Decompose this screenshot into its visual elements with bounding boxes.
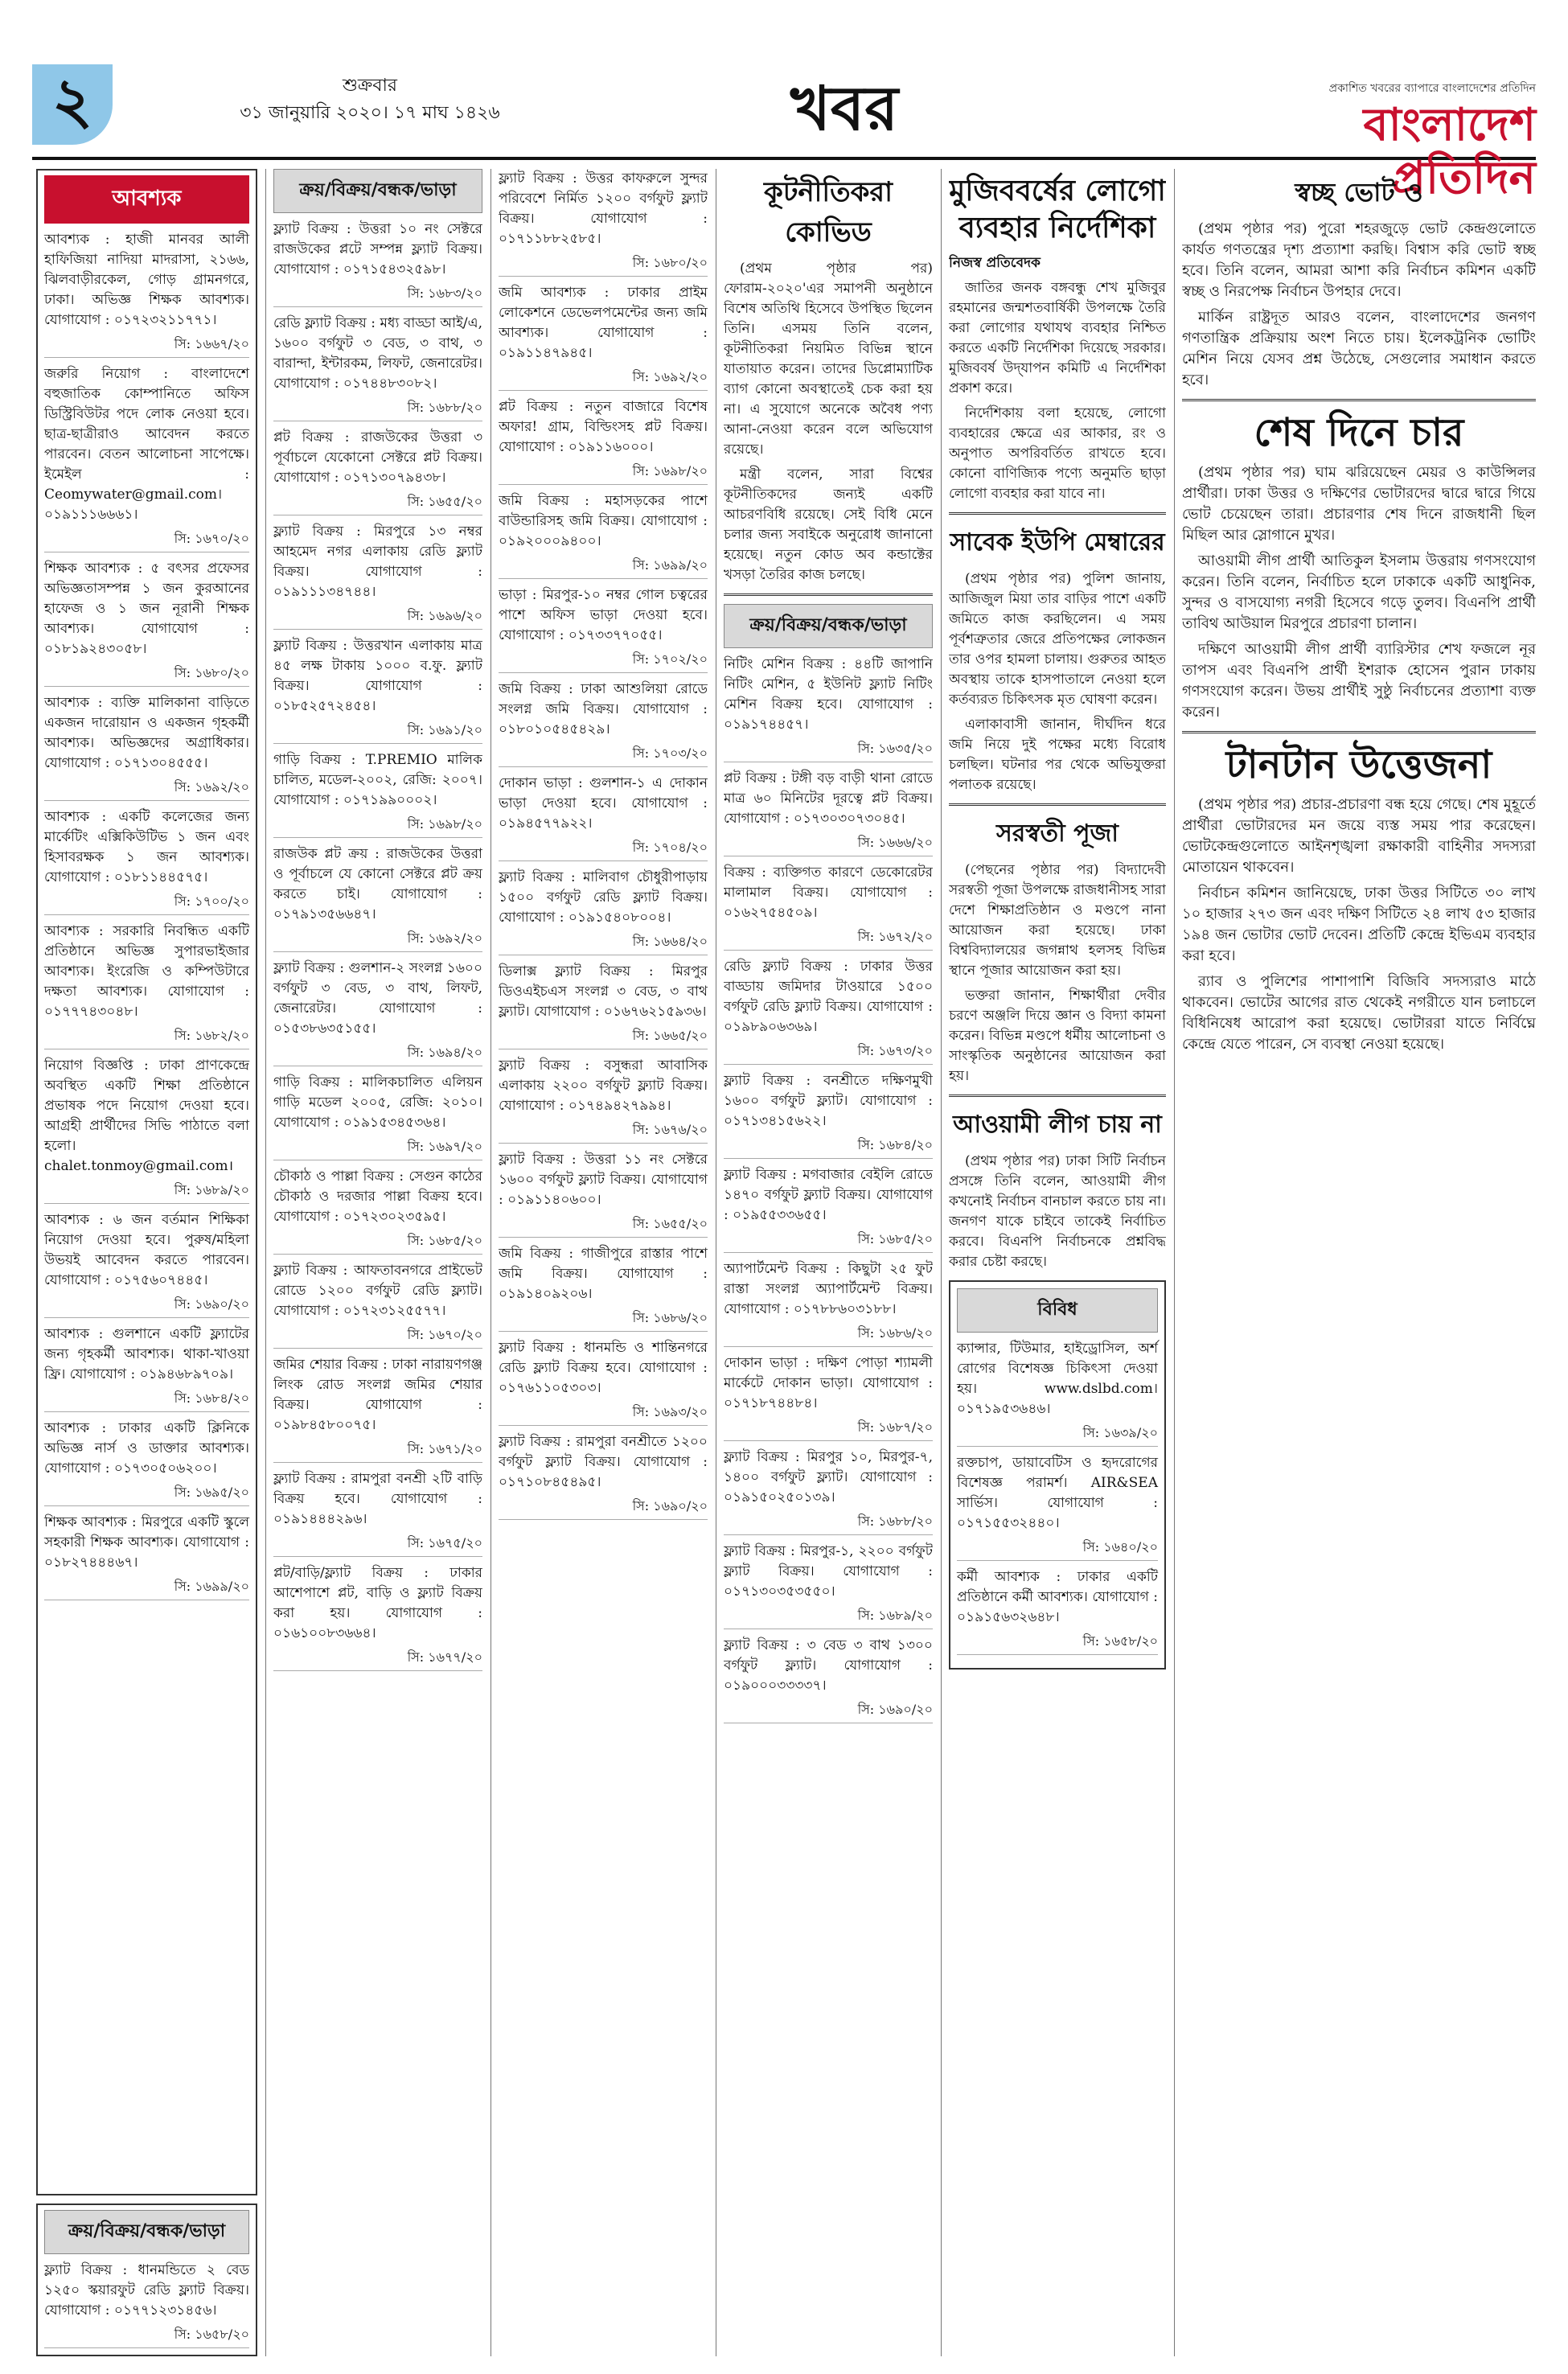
paragraph: র‍্যাব ও পুলিশের পাশাপাশি বিজিবি সদস্যরাও মাঠে থাকবেন। ভোটের আগের রাত থেকেই নগরীতে যান চলাচলে বিধিনিষেধ আরোপ করা হয়েছে। ভোটাররা যাতে নির্বিঘ্নে কেন্দ্রে যেতে পারেন, সে ব্যবস্থা নেওয়া হয়েছে। (1182, 973, 1536, 1053)
list-item: প্লট/বাড়ি/ফ্ল্যাট বিক্রয় : ঢাকার আশেপাশে প্লট, বাড়ি ও ফ্ল্যাট বিক্রয় করা হয়। যোগাযোগ : ০১৬১০০৮৩৬৬৪। (273, 1565, 482, 1641)
ad-code: সি: ১৬৫৮/২০ (44, 2324, 249, 2348)
ad-code: সি: ১৬৮৫/২০ (724, 1229, 933, 1253)
ad-code: সি: ১৬৮৮/২০ (273, 397, 482, 421)
brand-name: বাংলাদেশ প্রতিদিন (1363, 98, 1536, 204)
ad-code: সি: ১৬৯৩/২০ (499, 1402, 708, 1426)
ad-code: সি: ১৬৯৫/২০ (44, 1482, 249, 1506)
paragraph: নির্দেশিকায় বলা হয়েছে, লোগো ব্যবহারের ক্ষেত্রে এর আকার, রং ও অনুপাত অপরিবর্তিত রাখতে হবে। কোনো বাণিজ্যিক পণ্যে অনুমতি ছাড়া লোগো ব্যবহার করা যাবে না। (949, 405, 1166, 502)
list-item: আবশ্যক : হাজী মানবর আলী হাফিজিয়া নাদিয়া মাদরাসা, ২১৬৬, ঝিলবাড়ীরকেল, গোড় গ্রামনগরে, ঢাকা। অভিজ্ঞ শিক্ষক আবশ্যক। যোগাযোগ : ০১৭২৩২১১৭৭১। (44, 232, 249, 328)
list-item: প্লট বিক্রয় : নতুন বাজারে বিশেষ অফার! গ্রাম, বিল্ডিংসহ প্লট বিক্রয়। যোগাযোগ : ০১৯১১৬০০০। (499, 399, 708, 455)
ad-code: সি: ১৭০৩/২০ (499, 743, 708, 767)
ad-code: সি: ১৬৮৪/২০ (44, 1388, 249, 1412)
ad-code: সি: ১৬৮৯/২০ (724, 1605, 933, 1629)
date-label: ৩১ জানুয়ারি ২০২০। ১৭ মাঘ ১৪২৬ (240, 103, 500, 123)
ad-code: সি: ১৬৮৮/২০ (724, 1511, 933, 1535)
paragraph: জাতির জনক বঙ্গবন্ধু শেখ মুজিবুর রহমানের জন্মশতবার্ষিকী উপলক্ষে তৈরি করা লোগোর যথাযথ ব্যবহার নিশ্চিত করতে একটি নির্দেশিকা দিয়েছে সরকার। মুজিববর্ষ উদ্‌যাপন কমিটি এ নির্দেশিকা প্রকাশ করে। (949, 280, 1166, 396)
story-body (949, 278, 1166, 504)
list-item: ফ্ল্যাট বিক্রয় : গুলশান-২ সংলগ্ন ১৬০০ বর্গফুট ৩ বেড, ৩ বাথ, লিফট, জেনারেটর। যোগাযোগ : ০১৫৩৮৬৩৫১৫৫। (273, 960, 482, 1037)
story-body (949, 1152, 1166, 1272)
ad-code: সি: ১৬৯০/২০ (724, 1699, 933, 1723)
list-item: ক্যান্সার, টিউমার, হাইড্রোসিল, অর্শ রোগের বিশেষজ্ঞ চিকিৎসা দেওয়া হয়। www.dslbd.com। ০১৭১৯৫৩৬৪৬। (957, 1341, 1158, 1417)
ad-code: সি: ১৬৮৬/২০ (724, 1323, 933, 1347)
misc-ads-list (957, 1339, 1158, 1655)
classified-ads-list (724, 655, 933, 1723)
list-item: ফ্ল্যাট বিক্রয় : রামপুরা বনশ্রীতে ১২০০ বর্গফুট ফ্ল্যাট বিক্রয়। যোগাযোগ : ০১৭১০৮৪৫৪৯৫। (499, 1434, 708, 1490)
story-title: শেষ দিনে চার (1254, 410, 1464, 455)
ad-code: সি: ১৬৯২/২০ (499, 367, 708, 391)
story-title: মুজিববর্ষের লোগো ব্যবহার নির্দেশিকা (949, 174, 1166, 244)
list-item: ফ্ল্যাট বিক্রয় : রামপুরা বনশ্রী ২টি বাড়ি বিক্রয় হবে। যোগাযোগ : ০১৯১৪৪৪২৯৬। (273, 1471, 482, 1527)
brand-tagline: প্রকাশিত খবরের ব্যাপারে বাংলাদেশের প্রতিদিন (1328, 82, 1536, 95)
paragraph: (প্রথম পৃষ্ঠার পর) ঢাকা সিটি নির্বাচন প্রসঙ্গে তিনি বলেন, আওয়ামী লীগ কখনোই নির্বাচন বানচাল করতে চায় না। জনগণ যাকে চাইবে তাকেই নির্বাচিত করবে। বিএনপি নির্বাচনকে প্রশ্নবিদ্ধ করার চেষ্টা করছে। (949, 1153, 1166, 1270)
page-number: ২ (32, 64, 113, 145)
ad-code: সি: ১৬৯৪/২০ (273, 1042, 482, 1066)
wanted-box (36, 169, 257, 2195)
ad-code: সি: ১৬৯০/২০ (499, 1496, 708, 1520)
list-item: শিক্ষক আবশ্যক : মিরপুরে একটি স্কুলে সহকারী শিক্ষক আবশ্যক। যোগাযোগ : ০১৮২৭৪৪৪৬৭। (44, 1514, 249, 1571)
sale-bottom-heading: ক্রয়/বিক্রয়/বন্ধক/ভাড়া (44, 2210, 249, 2254)
story-body (949, 569, 1166, 795)
ad-code: সি: ১৬৯৮/২০ (273, 814, 482, 838)
paragraph: এলাকাবাসী জানান, দীর্ঘদিন ধরে জমি নিয়ে দুই পক্ষের মধ্যে বিরোধ চলছিল। ঘটনার পর থেকে অভিযুক্তরা পলাতক রয়েছে। (949, 717, 1166, 793)
list-item: ফ্ল্যাট বিক্রয় : ধানমন্ডিতে ২ বেড ১২৫০ স্কয়ারফুট রেডি ফ্ল্যাট বিক্রয়। যোগাযোগ : ০১৭৭১২৩১৪৫৬। (44, 2262, 249, 2319)
list-item: রেডি ফ্ল্যাট বিক্রয় : ঢাকার উত্তর বাড্ডায় জমিদার টাওয়ারে ১৫০০ বর্গফুট রেডি ফ্ল্যাট বিক্রয়। যোগাযোগ : ০১৯৮৯০৬৩৬৯। (724, 959, 933, 1035)
ad-code: সি: ১৬৯৬/২০ (273, 606, 482, 630)
ad-code: সি: ১৬৮০/২০ (44, 663, 249, 687)
list-item: জমির শেয়ার বিক্রয় : ঢাকা নারায়ণগঞ্জ লিংক রোড সংলগ্ন জমির শেয়ার বিক্রয়। যোগাযোগ : ০১৯৮৪৫৮০০৭৫। (273, 1357, 482, 1433)
date-block (217, 72, 523, 127)
list-item: বিক্রয় : ব্যক্তিগত কারণে ডেকোরেটর মালামাল বিক্রয়। যোগাযোগ : ০১৬২৭৫৪৫০৯। (724, 865, 933, 921)
paragraph: (প্রথম পৃষ্ঠার পর) ফোরাম-২০২০'এর সমাপনী অনুষ্ঠানে বিশেষ অতিথি হিসেবে উপস্থিত ছিলেন তিনি। এসময় তিনি বলেন, কূটনীতিকরা নিয়মিত বিভিন্ন স্থানে যাতায়াত করেন। তাদের ডিপ্লোম্যাটিক ব্যাগ কোনো অবস্থাতেই চেক করা হয় না। এ সুযোগে অনেকে অবৈধ পণ্য আনা-নেওয়া করেন বলে অভিযোগ রয়েছে। (724, 261, 933, 458)
ad-code: সি: ১৬৮০/২০ (499, 253, 708, 277)
sale-ads-list (273, 220, 482, 1671)
list-item: ভাড়া : মিরপুর-১০ নম্বর গোল চত্বরের পাশে অফিস ভাড়া দেওয়া হবে। যোগাযোগ : ০১৭৩৩৭৭০৫৫। (499, 587, 708, 643)
ad-code: সি: ১৬৭৬/২০ (499, 1119, 708, 1144)
ad-code: সি: ১৬৪০/২০ (957, 1537, 1158, 1561)
paragraph: (পেছনের পৃষ্ঠার পর) বিদ্যাদেবী সরস্বতী পূজা উপলক্ষে রাজধানীসহ সারা দেশে শিক্ষাপ্রতিষ্ঠান ও মণ্ডপে নানা আয়োজন করা হয়েছে। ঢাকা বিশ্ববিদ্যালয়ের জগন্নাথ হলসহ বিভিন্ন স্থানে পূজার আয়োজন করা হয়। (949, 862, 1166, 979)
list-item: গাড়ি বিক্রয় : T.PREMIO মালিক চালিত, মডেল-২০০২, রেজি: ২০০৭। যোগাযোগ : ০১৭১৯৯০০০২। (273, 752, 482, 808)
ad-code: সি: ১৬৬৫/২০ (499, 1025, 708, 1049)
ad-code: সি: ১৬৯৯/২০ (44, 1576, 249, 1600)
ad-code: সি: ১৬৭৫/২০ (273, 1533, 482, 1557)
list-item: জমি আবশ্যক : ঢাকার প্রাইম লোকেশনে ডেভেলপমেন্টের জন্য জমি আবশ্যক। যোগাযোগ : ০১৯১১৪৭৯৪৫। (499, 285, 708, 361)
list-item: আবশ্যক : ঢাকার একটি ক্লিনিকে অভিজ্ঞ নার্স ও ডাক্তার আবশ্যক। যোগাযোগ : ০১৭৩০৫০৬২০০। (44, 1420, 249, 1477)
list-item: ফ্ল্যাট বিক্রয় : উত্তরা ১১ নং সেক্টরে ১৬০০ বর্গফুট ফ্ল্যাট বিক্রয়। যোগাযোগ : ০১৯১১৪০৬০০। (499, 1152, 708, 1208)
list-item: প্লট বিক্রয় : টঙ্গী বড় বাড়ী থানা রোডে মাত্র ৬০ মিনিটের দূরত্বে প্লট বিক্রয়। যোগাযোগ : ০১৭৩০৩০৭৩০৪৫। (724, 770, 933, 827)
list-item: চৌকাঠ ও পাল্লা বিক্রয় : সেগুন কাঠের চৌকাঠ ও দরজার পাল্লা বিক্রয় হবে। যোগাযোগ : ০১৭২৩০২৩৫৯৫। (273, 1169, 482, 1225)
list-item: ফ্ল্যাট বিক্রয় : উত্তরা ১০ নং সেক্টরে রাজউকের প্লটে সম্পন্ন ফ্ল্যাট বিক্রয়। যোগাযোগ : ০১৭১৫৪৩২৫৯৮। (273, 221, 482, 277)
list-item: শিক্ষক আবশ্যক : ৫ বৎসর প্রফেসর অভিজ্ঞতাসম্পন্ন ১ জন কুরআনের হাফেজ ও ১ জন নূরানী শিক্ষক আবশ্যক। যোগাযোগ : ০১৮১৯২৪৩০৫৮। (44, 561, 249, 657)
list-item: ফ্ল্যাট বিক্রয় : মিরপুর ১০, মিরপুর-৭, ১৪০০ বর্গফুট ফ্ল্যাট। যোগাযোগ : ০১৯১৫০২৫০১৩৯। (724, 1449, 933, 1505)
column-6 (1182, 169, 1536, 2356)
list-item: নিয়োগ বিজ্ঞপ্তি : ঢাকা প্রাণকেন্দ্রে অবস্থিত একটি শিক্ষা প্রতিষ্ঠানে প্রভাষক পদে নিয়োগ দেওয়া হবে। আগ্রহী প্রার্থীদের সিভি পাঠাতে বলা হলো। chalet.tonmoy@gmail.com। (44, 1058, 249, 1174)
story-title: স্বচ্ছ ভোট ও (1295, 177, 1423, 207)
list-item: রাজউক প্লট ক্রয় : রাজউকের উত্তরা ও পূর্বাচলে যে কোনো সেক্টরে প্লট ক্রয় করতে চাই। যোগাযোগ : ০১৭৯১৩৫৬৬৪৭। (273, 846, 482, 922)
ad-code: সি: ১৬৯০/২০ (44, 1294, 249, 1318)
column-sale-1 (273, 169, 482, 2356)
story-title: আওয়ামী লীগ চায় না (953, 1111, 1162, 1139)
ad-code: সি: ১৬৭০/২০ (273, 1325, 482, 1349)
list-item: জমি বিক্রয় : ঢাকা আশুলিয়া রোডে সংলগ্ন জমি বিক্রয়। যোগাযোগ : ০১৮০১০৫৪৫৪২৯। (499, 681, 708, 737)
day-label: শুক্রবার (342, 76, 398, 96)
paragraph: আওয়ামী লীগ প্রার্থী আতিকুল ইসলাম উত্তরায় গণসংযোগ করেন। তিনি বলেন, নির্বাচিত হলে ঢাকাকে একটি আধুনিক, সুন্দর ও বাসযোগ্য নগরী হিসেবে গড়ে তুলব। বিএনপি প্রার্থী তাবিথ আউয়াল মিরপুরে প্রচারণা চালান। (1182, 552, 1536, 632)
ad-code: সি: ১৬৬৪/২০ (499, 931, 708, 955)
list-item: আবশ্যক : ৬ জন বর্তমান শিক্ষিকা নিয়োগ দেওয়া হবে। পুরুষ/মহিলা উভয়ই আবেদন করতে পারবেন। যোগাযোগ : ০১৭৫৬০৭৪৪৫। (44, 1212, 249, 1288)
list-item: ফ্ল্যাট বিক্রয় : বনশ্রীতে দক্ষিণমুখী ১৬০০ বর্গফুট ফ্ল্যাট। যোগাযোগ : ০১৭১৩৪১৫৬২২। (724, 1073, 933, 1129)
ad-code: সি: ১৬৮৬/২০ (499, 1308, 708, 1332)
paragraph: মার্কিন রাষ্ট্রদূত আরও বলেন, বাংলাদেশের জনগণ গণতান্ত্রিক প্রক্রিয়ায় অংশ নিতে চায়। ইলেকট্রনিক ভোটিং মেশিন নিয়ে যেসব প্রশ্ন উঠেছে, সেগুলোর সমাধান করতে হবে। (1182, 309, 1536, 388)
ad-code: সি: ১৬৬৬/২০ (724, 832, 933, 856)
ad-code: সি: ১৬৫৮/২০ (957, 1631, 1158, 1655)
paragraph: (প্রথম পৃষ্ঠার পর) পুলিশ জানায়, আজিজুল মিয়া তার বাড়ির পাশে একটি জমিতে কাজ করছিলেন। এ সময় পূর্বশত্রুতার জেরে প্রতিপক্ষের লোকজন তার ওপর হামলা চালায়। গুরুতর আহত অবস্থায় তাকে হাসপাতালে নেওয়া হলে কর্তব্যরত চিকিৎসক মৃত ঘোষণা করেন। (949, 571, 1166, 708)
list-item: ফ্ল্যাট বিক্রয় : উত্তর কাফরুলে সুন্দর পরিবেশে নির্মিত ১২০০ বর্গফুট ফ্ল্যাট বিক্রয়। যোগাযোগ : ০১৭১১৮৮২৫৮৫। (499, 170, 708, 247)
story-body (1182, 462, 1536, 723)
list-item: গাড়ি বিক্রয় : মালিকচালিত এলিয়ন গাড়ি মডেল ২০০৫, রেজি: ২০১০। যোগাযোগ : ০১৯১৫৩৪৫৩৬৪। (273, 1074, 482, 1131)
misc-heading: বিবিধ (957, 1288, 1158, 1333)
byline: নিজস্ব প্রতিবেদক (949, 255, 1041, 271)
ad-code: সি: ১৬৫৫/২০ (273, 491, 482, 515)
ad-code: সি: ১৬৬৭/২০ (44, 334, 249, 358)
ad-code: সি: ১৬৮৯/২০ (44, 1180, 249, 1204)
wanted-ads-list (44, 230, 249, 1600)
ad-code: সি: ১৬৭২/২০ (724, 926, 933, 951)
list-item: ফ্ল্যাট বিক্রয় : মগবাজার বেইলি রোডে ১৪৭০ বর্গফুট ফ্ল্যাট বিক্রয়। যোগাযোগ : ০১৯৫৫৩৩৬৫৫। (724, 1167, 933, 1223)
ad-code: সি: ১৬৯১/২০ (273, 720, 482, 744)
story-body (1182, 219, 1536, 391)
list-item: দোকান ভাড়া : গুলশান-১ এ দোকান ভাড়া দেওয়া হবে। যোগাযোগ : ০১৯৪৫৭৭৯২২। (499, 775, 708, 832)
list-item: দোকান ভাড়া : দক্ষিণ পোড়া শ্যামলী মার্কেটে দোকান ভাড়া। যোগাযোগ : ০১৭১৮৭৪৪৮৪। (724, 1355, 933, 1411)
paragraph: (প্রথম পৃষ্ঠার পর) প্রচার-প্রচারণা বন্ধ হয়ে গেছে। শেষ মুহূর্তে প্রার্থীরা ভোটারদের মন জয়ে ব্যস্ত সময় পার করেছেন। ভোটকেন্দ্রগুলোতে আইনশৃঙ্খলা রক্ষাকারী বাহিনীর সদস্যরা মোতায়েন থাকবেন। (1182, 796, 1536, 876)
story-body (949, 860, 1166, 1086)
list-item: রেডি ফ্ল্যাট বিক্রয় : মধ্য বাড্ডা আই/এ, ১৬০০ বর্গফুট ৩ বেড, ৩ বাথ, ৩ বারান্দা, ইন্টারকম, লিফট, জেনারেটর। যোগাযোগ : ০১৭৪৪৮৩০৮২। (273, 315, 482, 392)
list-item: প্লট বিক্রয় : রাজউকের উত্তরা ৩ পূর্বাচলে যেকোনো সেক্টরে প্লট বিক্রয়। যোগাযোগ : ০১৭১৩০৭৯৪৩৮। (273, 429, 482, 486)
list-item: ফ্ল্যাট বিক্রয় : ধানমন্ডি ও শান্তিনগরে রেডি ফ্ল্যাট বিক্রয় হবে। যোগাযোগ : ০১৭৬১১০৫৩০৩। (499, 1340, 708, 1396)
sale-heading: ক্রয়/বিক্রয়/বন্ধক/ভাড়া (273, 169, 482, 213)
list-item: ফ্ল্যাট বিক্রয় : উত্তরখান এলাকায় মাত্র ৪৫ লক্ষ টাকায় ১০০০ ব.ফু. ফ্ল্যাট বিক্রয়। যোগাযোগ : ০১৮৫২৫৭২৪৫৪। (273, 638, 482, 714)
paragraph: মন্ত্রী বলেন, সারা বিশ্বের কূটনীতিকদের জন্যই একটি আচরণবিধি রয়েছে। সেই বিধি মেনে চলার জন্য সবাইকে অনুরোধ জানানো হয়েছে। নতুন কোড অব কন্ডাক্টের খসড়া তৈরির কাজ চলছে। (724, 466, 933, 583)
ad-code: সি: ১৭০০/২০ (44, 891, 249, 915)
ad-code: সি: ১৬৯৯/২০ (499, 555, 708, 579)
list-item: আবশ্যক : একটি কলেজের জন্য মার্কেটিং এক্সিকিউটিভ ১ জন এবং হিসাবরক্ষক ১ জন আবশ্যক। যোগাযোগ : ০১৮১১৪৪৫৭৫। (44, 809, 249, 885)
ad-code: সি: ১৬৮৩/২০ (273, 283, 482, 307)
list-item: কর্মী আবশ্যক : ঢাকার একটি প্রতিষ্ঠানে কর্মী আবশ্যক। যোগাযোগ : ০১৯১৫৬৩২৬৪৮। (957, 1569, 1158, 1625)
ad-code: সি: ১৬৭০/২০ (44, 528, 249, 552)
sale-ads-list-2 (499, 169, 708, 1520)
list-item: জমি বিক্রয় : মহাসড়কের পাশে বাউন্ডারিসহ জমি বিক্রয়। যোগাযোগ : ০১৯২০০০৯৪০০। (499, 493, 708, 549)
list-item: আবশ্যক : গুলশানে একটি ফ্ল্যাটের জন্য গৃহকর্মী আবশ্যক। থাকা-খাওয়া ফ্রি। যোগাযোগ : ০১৯৪৬৮৯৭০৯। (44, 1326, 249, 1382)
ad-code: সি: ১৬৮৫/২০ (273, 1230, 482, 1255)
ad-code: সি: ১৬৮৭/২০ (724, 1417, 933, 1441)
list-item: ফ্ল্যাট বিক্রয় : মিরপুর-১, ২২০০ বর্গফুট ফ্ল্যাট বিক্রয়। যোগাযোগ : ০১৭১৩০৩৫৩৫৫০। (724, 1543, 933, 1600)
ad-code: সি: ১৬৩৫/২০ (724, 738, 933, 762)
list-item: ফ্ল্যাট বিক্রয় : বসুন্ধরা আবাসিক এলাকায় ২২০০ বর্গফুট ফ্ল্যাট বিক্রয়। যোগাযোগ : ০১৭৪৯৪২৭৯৯৪। (499, 1058, 708, 1114)
ad-code: সি: ১৬৯২/২০ (44, 777, 249, 801)
story-title: সরস্বতী পূজা (995, 819, 1119, 848)
ad-code: সি: ১৭০২/২০ (499, 649, 708, 673)
ad-code: সি: ১৬৯৮/২০ (499, 461, 708, 485)
list-item: ফ্ল্যাট বিক্রয় : মিরপুরে ১৩ নম্বর আহমেদ নগর এলাকায় রেডি ফ্ল্যাট বিক্রয়। যোগাযোগ : ০১৯১১১৩৪৭৪৪। (273, 524, 482, 600)
story-title: সাবেক ইউপি মেম্বারের (950, 528, 1165, 557)
section-title: খবর (790, 72, 898, 144)
classified-heading: ক্রয়/বিক্রয়/বন্ধক/ভাড়া (724, 604, 933, 648)
paragraph: (প্রথম পৃষ্ঠার পর) ঘাম ঝরিয়েছেন মেয়র ও কাউন্সিলর প্রার্থীরা। ঢাকা উত্তর ও দক্ষিণের ভোটারদের দ্বারে দ্বারে গিয়ে ভোট চেয়েছেন তারা। প্রচারণার শেষ দিনে রাজধানী ছিল মিছিল আর স্লোগানে মুখর। (1182, 464, 1536, 544)
ad-code: সি: ১৬৭৩/২০ (724, 1041, 933, 1065)
ad-code: সি: ১৬৭৭/২০ (273, 1647, 482, 1671)
paragraph: (প্রথম পৃষ্ঠার পর) পুরো শহরজুড়ে ভোট কেন্দ্রগুলোতে কার্যত গণতন্ত্রের দৃশ্য প্রত্যাশা করছি। বিশ্বাস করি ভোট স্বচ্ছ হবে। তিনি বলেন, আমরা আশা করি নির্বাচন কমিশন একটি স্বচ্ছ ও নিরপেক্ষ নির্বাচন উপহার দেবে। (1182, 220, 1536, 300)
list-item: আবশ্যক : সরকারি নিবন্ধিত একটি প্রতিষ্ঠানে অভিজ্ঞ সুপারভাইজার আবশ্যক। ইংরেজি ও কম্পিউটারে দক্ষতা আবশ্যক। যোগাযোগ : ০১৭৭৭৪৩০৪৮। (44, 923, 249, 1020)
story-title: কূটনীতিকরা কোভিড (764, 176, 893, 248)
list-item: ফ্ল্যাট বিক্রয় : আফতাবনগরে প্রাইভেট রোডে ১২০০ বর্গফুট রেডি ফ্ল্যাট। যোগাযোগ : ০১৭২৩১২৫৫৭৭। (273, 1263, 482, 1319)
paragraph: ভক্তরা জানান, শিক্ষার্থীরা দেবীর চরণে অঞ্জলি দিয়ে জ্ঞান ও বিদ্যা কামনা করেন। বিভিন্ন মণ্ডপে ধর্মীয় আলোচনা ও সাংস্কৃতিক অনুষ্ঠানের আয়োজন করা হয়। (949, 988, 1166, 1084)
misc-box (949, 1280, 1166, 1670)
column-wanted (36, 169, 257, 2356)
paragraph: দক্ষিণে আওয়ামী লীগ প্রার্থী ব্যারিস্টার শেখ ফজলে নূর তাপস এবং বিএনপি প্রার্থী ইশরাক হোসেন পুরান ঢাকায় গণসংযোগ করেন। উভয় প্রার্থীই সুষ্ঠু নির্বাচনের প্রত্যাশা ব্যক্ত করেন। (1182, 641, 1536, 721)
ad-code: সি: ১৬৫৫/২০ (499, 1214, 708, 1238)
sale-box-bottom (36, 2204, 257, 2356)
paragraph: নির্বাচন কমিশন জানিয়েছে, ঢাকা উত্তর সিটিতে ৩০ লাখ ১০ হাজার ২৭৩ জন এবং দক্ষিণ সিটিতে ২৪ লাখ ৫৩ হাজার ১৯৪ জন ভোটার ভোট দেবেন। প্রতিটি কেন্দ্রে ইভিএম ব্যবহার করা হবে। (1182, 885, 1536, 964)
list-item: রক্তচাপ, ডায়াবেটিস ও হৃদরোগের বিশেষজ্ঞ পরামর্শ। AIR&SEA সার্ভিস। যোগাযোগ : ০১৭১৫৫৩২৪৪০। (957, 1455, 1158, 1531)
column-4 (724, 169, 933, 2356)
list-item: জরুরি নিয়োগ : বাংলাদেশে বহুজাতিক কোম্পানিতে অফিস ডিস্ট্রিবিউটর পদে লোক নেওয়া হবে। ছাত্র-ছাত্রীরাও আবেদন করতে পারবেন। বেতন আলোচনা সাপেক্ষে। ইমেইল : Ceomywater@gmail.com। ০১৯১১১৬৬৬১। (44, 366, 249, 523)
ad-code: সি: ১৬৩৯/২০ (957, 1423, 1158, 1447)
list-item: আবশ্যক : ব্যক্তি মালিকানা বাড়িতে একজন দারোয়ান ও একজন গৃহকর্মী আবশ্যক। অভিজ্ঞদের অগ্রাধিকার। যোগাযোগ : ০১৭১৩০৪৫৫৫। (44, 695, 249, 771)
ad-code: সি: ১৬৯২/২০ (273, 928, 482, 952)
story-body (724, 259, 933, 585)
story-body (1182, 795, 1536, 1055)
list-item: ফ্ল্যাট বিক্রয় : ৩ বেড ৩ বাথ ১৩০০ বর্গফুট ফ্ল্যাট। যোগাযোগ : ০১৯০০০৩৩৩৩৭। (724, 1637, 933, 1694)
list-item: ডিলাক্স ফ্ল্যাট বিক্রয় : মিরপুর ডিওএইচএস সংলগ্ন ৩ বেড, ৩ বাথ ফ্ল্যাট। যোগাযোগ : ০১৬৭৬২১৫৯৩৬। (499, 963, 708, 1020)
ad-code: সি: ১৬৭১/২০ (273, 1439, 482, 1463)
story-title: টানটান উত্তেজনা (1225, 742, 1492, 787)
ad-code: সি: ১৭০৪/২০ (499, 837, 708, 861)
column-sale-2 (499, 169, 708, 2356)
list-item: নিটিং মেশিন বিক্রয় : ৪৪টি জাপানি নিটিং মেশিন, ৫ ইউনিট ফ্ল্যাট নিটিং মেশিন বিক্রয় হবে। যোগাযোগ : ০১৯১৭৪৪৫৭। (724, 656, 933, 733)
column-5 (949, 169, 1166, 2356)
list-item: জমি বিক্রয় : গাজীপুরে রাস্তার পাশে জমি বিক্রয়। যোগাযোগ : ০১৯১৪০৯২০৬। (499, 1246, 708, 1302)
list-item: ফ্ল্যাট বিক্রয় : মালিবাগ চৌধুরীপাড়ায় ১৫০০ বর্গফুট রেডি ফ্ল্যাট বিক্রয়। যোগাযোগ : ০১৯১৫৪০৮০০৪। (499, 869, 708, 926)
wanted-heading: আবশ্যক (44, 175, 249, 224)
ad-code: সি: ১৬৮২/২০ (44, 1025, 249, 1049)
ad-code: সি: ১৬৮৪/২০ (724, 1135, 933, 1159)
ad-code: সি: ১৬৯৭/২০ (273, 1136, 482, 1160)
list-item: অ্যাপার্টমেন্ট বিক্রয় : কিছুটা ২৫ ফুট রাস্তা সংলগ্ন অ্যাপার্টমেন্ট বিক্রয়। যোগাযোগ : ০১৭৮৮৬০৩১৮৮। (724, 1261, 933, 1317)
